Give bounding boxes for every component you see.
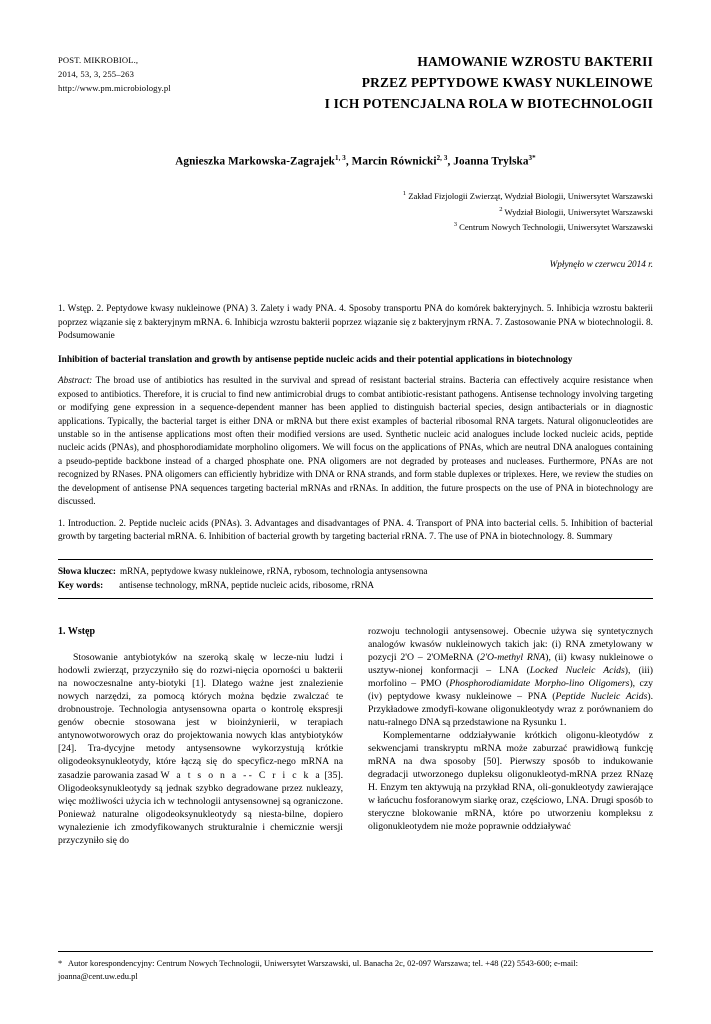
- para-text-e: ). Przykładowe zmodyfi-kowane oligonukleotydy wraz z porównaniem do natu-ralnego DNA są przedstawione na Rysunku 1.: [368, 690, 653, 728]
- affiliations: [58, 188, 653, 235]
- keywords-en-row: [58, 579, 653, 593]
- affiliation-text: Centrum Nowych Technologii, Uniwersytet Warszawski: [456, 222, 653, 233]
- table-of-contents-pl: 1. Wstęp. 2. Peptydowe kwasy nukleinowe (PNA) 3. Zalety i wady PNA. 4. Sposoby transportu PNA do komórek bakteryjnych. 5. Inhibicja wzrostu bakterii poprzez wiązanie się z bakteryjnym mRNA. 6. Inhibicja wzrostu bakterii poprzez wiązanie się z bakteryjnym rRNA. 7. Zastosowanie PNA w biotechnologii. 8. Podsumowanie: [58, 303, 653, 342]
- para-text-a: Stosowanie antybiotyków na szeroką skalę w lecze-niu ludzi i hodowli zwierząt, przyczyniło się do rozwi-nięcia oporności u bakterii na nowoczesnalne anty-biotyki [1]. Dlatego ważne jest znalezienie nowych narzędzi, za pomocą których można będzie zwalczać te drobnoustroje. Technologia antysensowna oparta o kontrolę ekspresji genów obecnie stosowana jest w bioinżynierii, w terapiach antynowotworowych oraz do projektowania nowych klas antybiotyków [24]. Tra-dycyjne metody antysensowne wykorzystują krótkie oligodeoksynukleotydy, które łączą się do specyficz-nego mRNA na zasadzie parowania zasad: [58, 652, 343, 781]
- para-spaced-2: - C r i c k a: [248, 769, 322, 781]
- title-line-1: HAMOWANIE WZROSTU BAKTERII: [417, 54, 653, 69]
- term-2ome-rna: 2'O-methyl RNA: [480, 651, 546, 663]
- journal-url[interactable]: http://www.pm.microbiology.pl: [58, 82, 171, 93]
- author-1: Agnieszka Markowska-Zagrajek: [175, 156, 335, 169]
- title-line-2: PRZEZ PEPTYDOWE KWASY NUKLEINOWE: [361, 74, 653, 90]
- affiliation-marker: 1: [402, 190, 407, 198]
- paragraph-right-1: [368, 625, 653, 729]
- received-date: Wpłynęło w czerwcu 2014 r.: [549, 258, 653, 269]
- affiliation-item: [58, 219, 653, 235]
- author-3-affil-marker: 3*: [528, 154, 536, 163]
- para-text-b: ), (ii) kwasy nukleinowe o usztyw-nionej konformacji – LNA (: [368, 651, 654, 676]
- paragraph-left-1: [58, 651, 343, 847]
- affiliation-item: [58, 188, 653, 204]
- journal-info: [58, 52, 171, 96]
- abstract-label: Abstract:: [58, 375, 93, 386]
- page-title: [325, 52, 653, 114]
- keywords-en-label: Key words:: [58, 579, 104, 590]
- author-2-affil-marker: 2, 3: [436, 154, 448, 163]
- para-text-b: [35]. Oligodeoksynukleotydy są jednak szybko degradowane przez nukleazy, więc możliwości użycia ich w technologii antysensownej są ograniczone. Ponieważ naturalne oligodeoksynukleotydy są niesta-bilne, dopiero wynalezienie ich zmodyfikowanych strukturalnie i chemicznie wersji przyczyniło się do: [58, 769, 343, 846]
- english-title: Inhibition of bacterial translation and growth by antisense peptide nucleic acids and their potential applications in biotechnology: [58, 355, 573, 366]
- affiliation-item: [58, 204, 653, 220]
- keywords-pl-value: mRNA, peptydowe kwasy nukleinowe, rRNA, rybosom, technologia antysensowna: [119, 566, 428, 577]
- term-pna: Peptide Nucleic Acids: [555, 690, 648, 702]
- author-list: [58, 154, 653, 168]
- affiliation-text: Wydział Biologii, Uniwersytet Warszawski: [502, 206, 653, 217]
- affiliation-marker: 2: [499, 205, 503, 213]
- abstract-text: The broad use of antibiotics has resulted in the survival and spread of resistant bacterial strains. Bacteria can effectively acquire resistance when exposed to antibiotics. Therefore, it is crucial to find new antimicrobial drugs to combat antibiotic-resistant pathogens. Antisense technology involving targeting or modifying gene expression in a sequence-dependent manner has been applied to distinguish bacterial species, design antibacterials or in diagnostic applications. Typically, the bacterial target is either DNA or mRNA but there exist examples of bacterial ribosomal RNA targets. Natural oligonucleotides are unstable so in the antisense applications most often their modified versions are used. Synthetic nucleic acid analogues include locked nucleic acids, peptide nucleic acids (PNAs), and phosphorodiamidate morpholino oligomers. We will focus on the applications of PNAs, which are neutral DNA analogues containing a pseudo-peptide backbone instead of a charged phosphate one. PNA oligomers are not degraded by proteases and nucleases. Furthermore, PNAs are not recognized by RNases. PNA oligomers can efficiently hybridize with DNA or RNA strands, and form stable duplexes or triplexes. Here, we review the studies on the development of antisense PNA sequences targeting bacterial mRNAs and rRNAs. In addition, the future prospects on the use of PNA in biotechnology are discussed.: [58, 375, 653, 507]
- para-text-d: ), czy (iv) peptydowe kwasy nukleinowe – PNA (: [368, 677, 654, 702]
- abstract: [58, 374, 653, 508]
- affiliation-marker: 3: [453, 221, 457, 229]
- author-3: , Joanna Trylska: [447, 156, 529, 169]
- journal-volume: 2014, 53, 3, 255–263: [58, 68, 135, 79]
- title-line-3: I ICH POTENCJALNA ROLA W BIOTECHNOLOGII: [324, 95, 653, 111]
- page-header: [58, 52, 653, 114]
- column-left: [58, 625, 343, 847]
- footnote-marker: *: [58, 958, 63, 969]
- author-1-affil-marker: 1, 3: [334, 154, 346, 163]
- footnote-text: Autor korespondencyjny: Centrum Nowych Technologii, Uniwersytet Warszawski, ul. Banacha 2c, 02-097 Warszawa; tel. +48 (22) 5543-600; e-mail: joanna@cent.uw.edu.pl: [58, 958, 579, 981]
- para-text-c: ), (iii) morfolino – PMO (: [368, 664, 653, 689]
- journal-name: POST. MIKROBIOL.,: [58, 55, 139, 65]
- keywords-pl-label: Słowa kluczec:: [58, 566, 116, 577]
- corresponding-author-footnote: [58, 951, 653, 982]
- column-right: [368, 625, 653, 847]
- table-of-contents-en: 1. Introduction. 2. Peptide nucleic acids (PNAs). 3. Advantages and disadvantages of PNA. 4. Transport of PNA into bacterial cells. 5. Inhibition of bacterial growth by targeting bacterial mRNA. 6. Inhibition of bacterial growth by targeting bacterial rRNA. 7. The use of PNA in biotechnology. 8. Summary: [58, 518, 653, 543]
- affiliation-text: Zakład Fizjologii Zwierząt, Wydział Biologii, Uniwersytet Warszawski: [406, 190, 653, 201]
- term-pmo: Phosphorodiamidate Morpho-lino Oligomers: [449, 677, 630, 689]
- para-text-a: rozwoju technologii antysensowej. Obecnie używa się syntetycznych analogów kwasów nukleinowych takich jak: (i) RNA zmetylowany w pozycji 2'O – 2'OMeRNA (: [368, 625, 653, 663]
- term-lna: Locked Nucleic Acids: [529, 664, 625, 676]
- section-heading: 1. Wstęp: [58, 625, 96, 637]
- keywords-pl-row: [58, 565, 653, 579]
- keywords-en-value: antisense technology, mRNA, peptide nucleic acids, ribosome, rRNA: [119, 579, 374, 590]
- body-columns: [58, 625, 653, 847]
- para-spaced-1: W a t s o n a -: [160, 769, 249, 781]
- paragraph-right-2: Komplementarne oddziaływanie krótkich oligonu-kleotydów z sekwencjami transkryptu mRNA może zaburzać prawidłową funkcję mRNA na dwa sposoby [50]. Pierwszy sposób to indukowanie degradacji utworzonego dupleksu oligonukleotyd-mRNA przez RNazę H. Enzym ten aktywują na przykład RNA, oli-gonukleotydy zawierające w łańcuchu fosforanowym siarkę oraz, częściowo, LNA. Drugi sposób to steryczne blokowanie mRNA, które po utworzeniu kompleksu z oligonukleotydem nie może poprawnie oddziaływać: [368, 730, 653, 833]
- keywords-box: [58, 559, 653, 599]
- author-2: , Marcin Równicki: [345, 156, 437, 169]
